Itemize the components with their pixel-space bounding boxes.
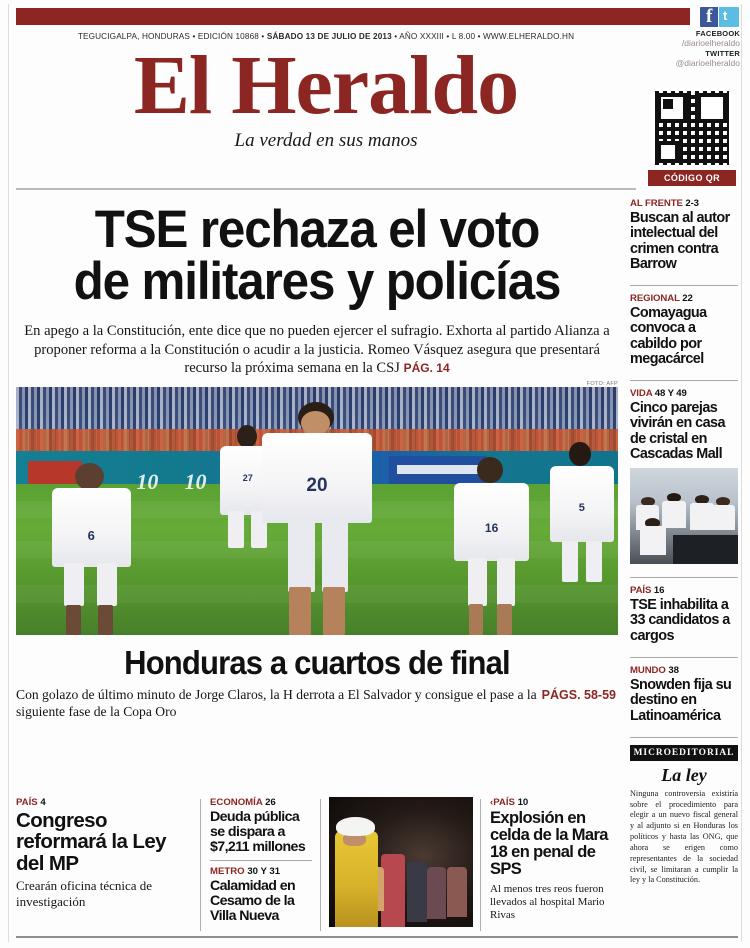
social-icons <box>642 6 740 28</box>
bottom-kicker <box>16 797 191 808</box>
sports-page-ref[interactable]: PÁGS. 58-59 <box>541 687 616 702</box>
player-16: 16 <box>449 451 533 635</box>
sidebar-photo-foreground <box>673 535 738 564</box>
sidebar-item-mundo[interactable] <box>630 665 738 730</box>
sidebar-title: Cinco parejas vivirán en casa de cristal en Cascadas Mall <box>630 400 725 462</box>
twitter-icon[interactable]: t <box>718 6 740 28</box>
lead-deck-text: En apego a la Constitución, ente dice que no pueden ejercer el sufragio. Exhorta al partido Alianza a proponer reforma a la Constitución o acudir a la justicia. Romeo Vásquez asegura que presentará recurso la próxima semana en la CSJ <box>24 322 610 377</box>
bottom-kicker <box>490 797 618 808</box>
player-5: 5 <box>546 437 618 611</box>
bottom-title: Calamidad en Cesamo de la Villa Nueva <box>210 878 296 924</box>
bottom-section-label: PAÍS <box>493 797 515 808</box>
player-6: 6 <box>46 456 136 635</box>
bottom-page-number: 26 <box>265 797 276 808</box>
bottom-photo[interactable] <box>329 797 473 927</box>
player-20: 20 <box>257 397 377 635</box>
sidebar-section-label: REGIONAL <box>630 293 680 305</box>
sports-deck-text: Con golazo de último minuto de Jorge Claros, la H derrota a El Salvador y consigue el pase a la siguiente fase de la Copa Oro <box>16 686 537 719</box>
microeditorial-body: Ninguna controversia existiría sobre el procedimiento para elegir a un nuevo fiscal general y al adjunto si en Honduras los políticos y hasta las ONG, que ahora se erigen como representantes de la sociedad civil, se limitaran a cumplir la ley y la Constitución. <box>630 788 738 885</box>
sidebar-item-pais[interactable] <box>630 585 738 650</box>
microeditorial-label: MICROEDITORIAL <box>630 745 738 761</box>
lead-story <box>16 198 618 721</box>
masthead-top-bar <box>16 8 690 25</box>
sidebar-page-number: 2-3 <box>685 198 699 209</box>
dateline-date: SÁBADO 13 DE JULIO DE 2013 <box>266 32 392 41</box>
dateline-pre: TEGUCIGALPA, HONDURAS • EDICIÓN 10868 • <box>77 32 267 41</box>
sidebar <box>630 198 738 886</box>
left-chevron-icon: ‹ <box>490 797 494 808</box>
sidebar-divider <box>630 380 738 381</box>
lead-headline-line2: de militares y policías <box>73 251 561 311</box>
sidebar-photo-vida[interactable] <box>630 468 738 564</box>
lead-headline-line1: TSE rechaza el voto <box>94 200 540 259</box>
sidebar-kicker <box>630 665 738 676</box>
facebook-label: FACEBOOK <box>695 29 740 38</box>
lead-headline <box>37 200 597 311</box>
sidebar-divider <box>630 657 738 658</box>
bottom-item-economia[interactable] <box>210 797 312 854</box>
bottom-section-label: ECONOMÍA <box>210 797 263 808</box>
sidebar-item-vida[interactable] <box>630 388 738 570</box>
bottom-kicker <box>210 866 312 877</box>
masthead-rule <box>16 188 636 190</box>
bottom-page-number: 30 Y 31 <box>247 866 281 878</box>
bottom-kicker <box>210 797 312 808</box>
sidebar-page-number: 22 <box>682 293 693 305</box>
sidebar-section-label: MUNDO <box>630 664 666 676</box>
sidebar-page-number: 16 <box>653 585 665 597</box>
bottom-section-label: METRO <box>210 866 245 878</box>
bottom-column-economia-metro <box>201 797 321 942</box>
bottom-deck: Al menos tres reos fueron llevados al hospital Mario Rivas <box>490 882 605 921</box>
dateline-post: • AÑO XXXIII • L 8.00 • WWW.ELHERALDO.HN <box>391 32 575 41</box>
qr-block <box>648 88 736 186</box>
bottom-title: Congreso reformará la Ley del MP <box>16 809 166 875</box>
sidebar-page-number: 48 Y 49 <box>654 388 687 400</box>
sidebar-kicker <box>630 198 738 209</box>
facebook-handle: /diarioelheraldo <box>681 38 740 48</box>
microeditorial <box>630 745 738 886</box>
bottom-page-number: 4 <box>40 797 46 808</box>
sports-headline: Honduras a cuartos de final <box>124 643 510 681</box>
bottom-item-pais-4[interactable] <box>16 797 201 942</box>
main-photo-credit: FOTO: AFP <box>586 380 618 387</box>
bottom-deck: Crearán oficina técnica de investigación <box>16 877 153 909</box>
sidebar-title: Buscan al autor intelectual del crimen contra Barrow <box>630 210 730 272</box>
facebook-icon[interactable]: f <box>699 6 721 28</box>
bottom-item-pais-10[interactable] <box>481 797 618 942</box>
bottom-item-metro[interactable] <box>210 866 312 923</box>
sidebar-item-regional[interactable] <box>630 293 738 373</box>
sidebar-divider <box>630 737 738 738</box>
lead-deck <box>16 322 618 378</box>
page-title: El Heraldo <box>133 39 519 132</box>
social-block <box>642 6 740 69</box>
sidebar-section-label: AL FRENTE <box>630 198 683 209</box>
microeditorial-title: La ley <box>661 764 707 785</box>
masthead <box>16 39 636 152</box>
sidebar-title: Comayagua convoca a cabildo por megacárcel <box>630 305 707 367</box>
sidebar-kicker <box>630 388 738 399</box>
sidebar-divider <box>630 577 738 578</box>
sidebar-kicker <box>630 293 738 304</box>
bottom-strip <box>16 797 618 942</box>
sidebar-kicker <box>630 585 738 596</box>
qr-code[interactable] <box>652 88 732 168</box>
sidebar-section-label: PAÍS <box>630 585 652 597</box>
sports-deck <box>16 687 618 721</box>
twitter-label: TWITTER <box>705 49 740 58</box>
bottom-inner-divider <box>210 860 312 861</box>
sidebar-title: Snowden fija su destino en Latinoamérica <box>630 676 732 724</box>
page-bottom-rule <box>16 936 738 938</box>
helmet-icon <box>336 817 375 837</box>
bottom-column-photo <box>321 797 481 942</box>
sidebar-section-label: VIDA <box>630 388 653 400</box>
main-photo[interactable]: 10 10 6 27 20 16 5 <box>16 387 618 635</box>
qr-label: CÓDIGO QR <box>648 170 736 186</box>
sidebar-item-al-frente[interactable] <box>630 198 738 278</box>
sidebar-divider <box>630 285 738 286</box>
bottom-title: Explosión en celda de la Mara 18 en penal de SPS <box>490 809 608 879</box>
bottom-section-label: PAÍS <box>16 797 38 808</box>
bottom-title: Deuda pública se dispara a $7,211 millones <box>210 809 306 855</box>
bottom-page-number: 10 <box>517 797 529 808</box>
sidebar-title: TSE inhabilita a 33 candidatos a cargos <box>630 597 730 644</box>
player-27: 27 <box>215 422 281 566</box>
lead-page-ref[interactable]: PÁG. 14 <box>403 361 450 376</box>
twitter-handle: @diarioelheraldo <box>675 58 740 68</box>
sidebar-page-number: 38 <box>668 664 679 676</box>
masthead-slogan: La verdad en sus manos <box>234 129 418 151</box>
